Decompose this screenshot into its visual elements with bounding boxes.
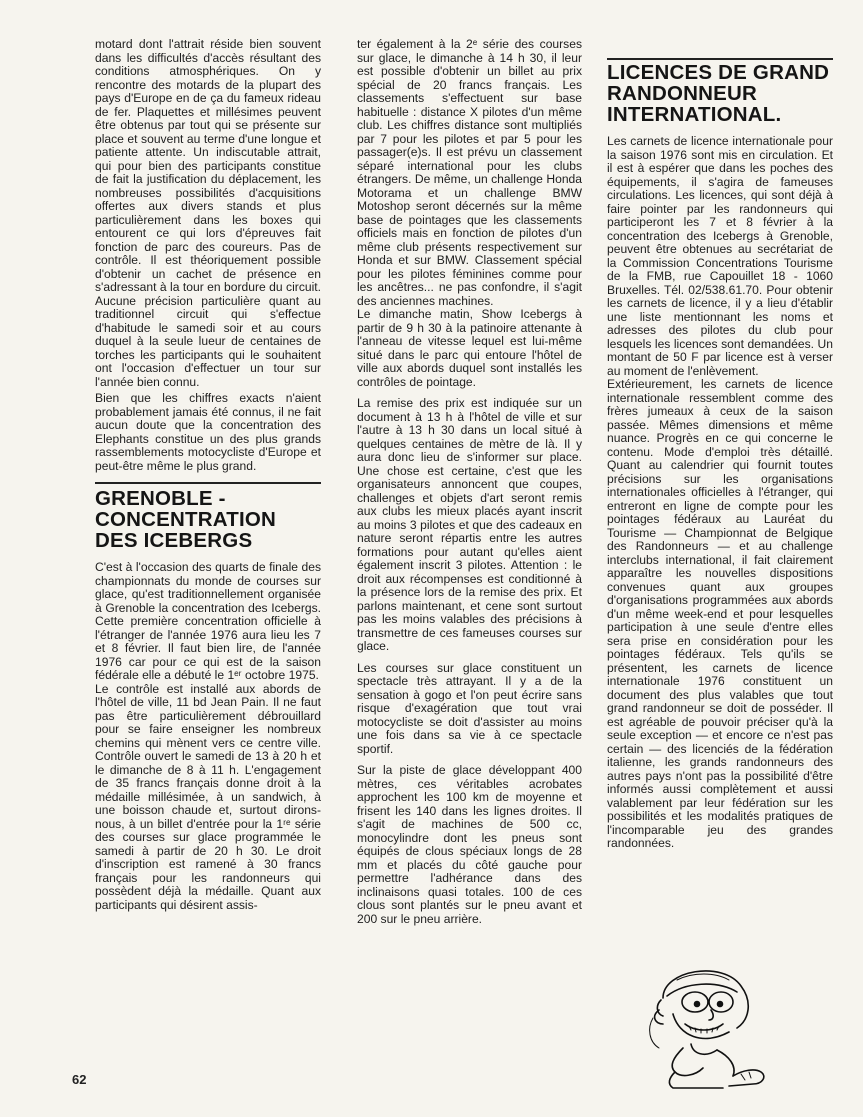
licences-paragraph-2: Extérieurement, les carnets de licence internationale ressemblent comme des frères jumeaux à ceux de la saison passée. Mêmes dimensions et même nuance. Progrès en ce qui concerne le contenu. Mode d'emploi très détaillé. Quant au calendrier qui fournit toutes précisions sur les organisations internationales officielles à l'étranger, qui entreront en ligne de compte pour les pointages fédéraux au Lauréat du Tourisme — Championnat de Belgique des Randonneurs — et au challenge interclubs international, il fait clairement apparaître les nouvelles dispositions convenues quant aux groupes d'organisations programmées aux abords d'un même week-end et pour lesquelles participation à une seule d'entre elles sera prise en considération pour les pointages fédéraux. Tels qu'ils se présentent, les carnets de licence internationale 1976 constituent un document des plus valables que tout grand randonneur se doit de posséder. Il est agréable de pouvoir préciser qu'à la seule exception — et encore ce n'est pas certain — des licenciés de la fédération italienne, les grands randonneurs des autres pays n'ont pas la possibilité d'être informés aussi complètement et aussi valablement par leur fédération sur les possibilités et les modalités pratiques de l'incomparable jeu des grandes randonnées.: [607, 377, 833, 850]
grenoble-heading: GRENOBLE - CONCENTRATION DES ICEBERGS: [95, 487, 277, 552]
prize-giving-paragraph: La remise des prix est indiquée sur un document à 13 h à l'hôtel de ville et sur l'autre à 13 h 30 dans un local situé à quelques centaines de mètre de là. Il y aura donc lieu de s'informer sur place. Une chose est certaine, c'est que les organisateurs annoncent que coupes, challenges et objets d'art seront remis aux clubs les mieux placés ayant inscrit au moins 3 pilotes et que des cadeaux en nature seront répartis entre les autres formations pour autant qu'elles aient également inscrit 3 pilotes. Attention : le droit aux récompenses est conditionné à la présence lors de la remise des prix. Et parlons maintenant, et cene sont surtout pas les moins valables des précisions à transmettre de ces fameuses courses sur glace.: [357, 396, 582, 653]
column-2: [357, 38, 582, 926]
grenoble-paragraph-2: Le contrôle est installé aux abords de l'hôtel de ville, 11 bd Jean Pain. Il ne faut pas être particulièrement débrouillard pour se faire enseigner les nombreux chemins qui mènent vers ce centre ville. Contrôle ouvert le samedi de 13 à 20 h et le dimanche de 8 à 11 h. L'engagement de 35 francs français donne droit à la médaille millésimée, à un sandwich, à une boisson chaude et, surtout dirons-nous, à un billet d'entrée pour la 1ʳᵉ série des courses sur glace programmée le samedi à partir de 20 h 30. Le droit d'inscription est ramené à 30 francs français pour les randonneurs qui possèdent déjà la médaille. Quant aux participants qui désirent assis-: [95, 681, 321, 912]
grenoble-paragraph-3: ter également à la 2ᵉ série des courses sur glace, le dimanche à 14 h 30, il leur est possible d'obtenir un billet au prix spécial de 20 francs français. Les classements s'effectuent sur base habituelle : distance X pilotes d'un même club. Les chiffres distance sont multipliés par 7 pour les pilotes et par 5 pour les passager(e)s. Il est prévu un classement séparé international pour les clubs étrangers. De même, un challenge Honda Motorama et un challenge BMW Motoshop seront décernés sur la même base de pointages que les classements officiels mais en fonction de pilotes d'un même club présents respectivement sur Honda et sur BMW. Classement spécial pour les pilotes féminines comme pour les ancêtres... ne pas confondre, il s'agit des anciennes machines.: [357, 37, 582, 308]
elephants-paragraph-1: motard dont l'attrait réside bien souvent dans les difficultés d'accès résultant des conditions atmosphériques. On y rencontre des motards de la plupart des pays d'Europe en de ça du fameux rideau de fer. Plaquettes et millésimes peuvent être obtenus par tout qui se présente sur place et souvent au terme d'une longue et patiente attente. Un indiscutable attrait, qui pour bien des participants constitue de fait la justification du déplacement, les nombreuses possibilités d'acquisitions offertes aux divers stands et plus particulièrement dans les boxes qui entourent ce qui lors d'épreuves fait fonction de parc des coureurs. Pas de contrôle. Il est théoriquement possible d'obtenir un cachet de présence en s'adressant à la tour en bordure du circuit. Aucune précision particulière quant au traditionnel circuit qui s'effectue d'habitude le samedi soir et au cours duquel à la seule lueur de centaines de torches les participants qui le souhaitent ont l'occasion d'effectuer un tour sur l'année bien connu.: [95, 37, 321, 389]
column-3: [607, 38, 833, 851]
section-rule: [607, 58, 833, 60]
licences-heading: LICENCES DE GRAND RANDONNEUR INTERNATIONAL.: [607, 61, 830, 126]
grenoble-paragraph-1: C'est à l'occasion des quarts de finale des championnats du monde de courses sur glace, qu'est traditionnellement organisée à Grenoble la concentration des Icebergs. Cette première concentration officielle à l'étranger de l'année 1976 aura lieu les 7 et 8 février. Il faut bien lire, de l'année 1976 car pour ce qui est de la saison fédérale elle a débuté le 1ᵉʳ octobre 1975.: [95, 560, 321, 682]
column-1: [95, 38, 321, 912]
licences-paragraph-1: Les carnets de licence internationale pour la saison 1976 sont mis en circulation. Et il est à espérer que dans les poches des équipements, il s'agira de fameuses circulations. Les licences, qui sont déjà à faire pointer par les randonneurs qui participeront les 7 et 8 février à la concentration des Icebergs à Grenoble, peuvent être obtenues au secrétariat de la Commission Concentrations Tourisme de la FMB, rue Capouillet 18 - 1060 Bruxelles. Tél. 02/538.61.70. Pour obtenir les carnets de licence, il y a lieu d'établir une liste mentionnant les noms et adresses des pilotes du club pour lesquels les licences sont demandées. Un montant de 50 F par licence est à verser au moment de l'enlèvement.: [607, 134, 833, 378]
page-number: 62: [72, 1072, 87, 1087]
ice-track-paragraph: Sur la piste de glace développant 400 mètres, ces véritables acrobates approchent les 100 km de moyenne et frisent les 140 dans les lignes droites. Il s'agit de machines de 500 cc, monocylindre dont les pneus sont équipés de clous spéciaux longs de 28 mm et placés du côté gauche pour permettre l'adhérance dans des inclinaisons quasi totales. 100 de ces clous sont plantés sur le pneu avant et 200 sur le pneu arrière.: [357, 763, 582, 926]
ice-racing-paragraph: Les courses sur glace constituent un spectacle très attrayant. Il y a de la sensation à gogo et l'on peut écrire sans risque d'exagération que tout vrai motocycliste se doit d'assister au moins une fois dans sa vie à ce spectacle sportif.: [357, 660, 582, 756]
section-rule: [95, 482, 321, 484]
show-icebergs-paragraph: Le dimanche matin, Show Icebergs à partir de 9 h 30 à la patinoire attenante à l'anneau de vitesse lequel est lui-même situé dans le parc qui entoure l'hôtel de ville aux abords duquel sont installés les contrôles de pointage.: [357, 307, 582, 389]
helmeted-rider-illustration: [633, 958, 773, 1090]
elephants-paragraph-2: Bien que les chiffres exacts n'aient probablement jamais été connus, il ne fait aucun doute que la concentration des Elephants constitue un des plus grands rassemblements motocycliste d'Europe et peut-être même le plus grand.: [95, 391, 321, 473]
